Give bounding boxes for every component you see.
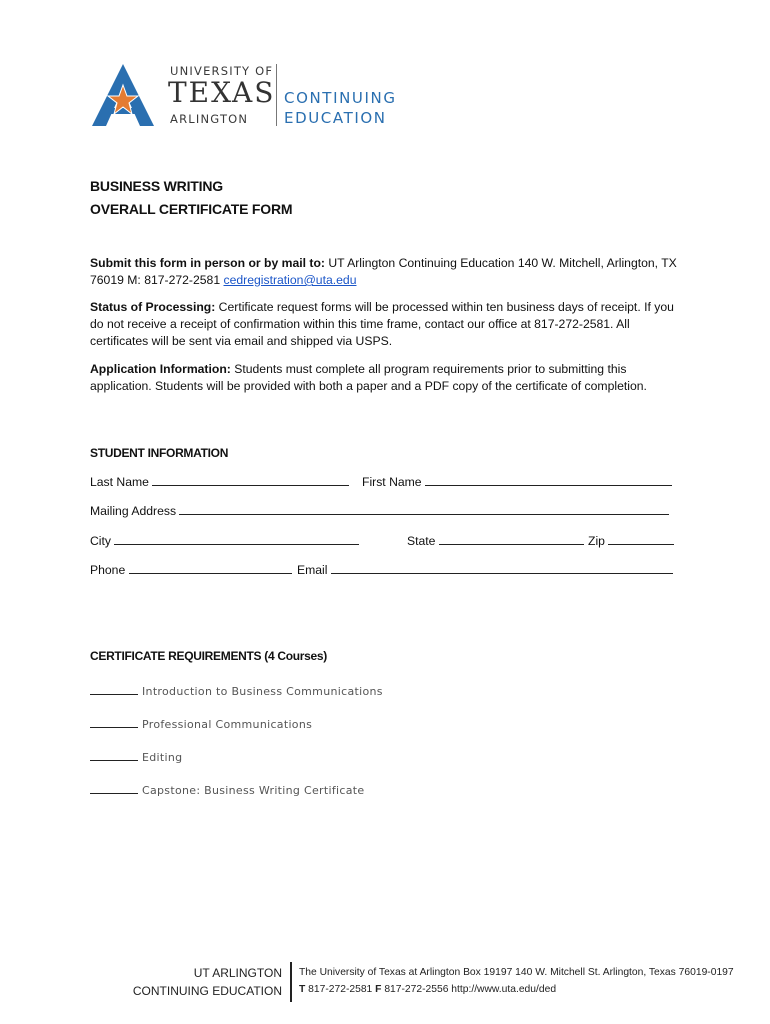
email-blank[interactable] — [331, 562, 673, 574]
city-label: City — [90, 534, 111, 548]
footer-phone: 817-272-2581 — [305, 984, 376, 995]
first-name-field[interactable] — [362, 474, 672, 489]
last-name-label: Last Name — [90, 475, 149, 489]
state-blank[interactable] — [439, 533, 584, 545]
logo-university-of: UNIVERSITY OF — [170, 64, 274, 78]
mailing-address-blank[interactable] — [179, 503, 669, 515]
status-label: Status of Processing: — [90, 300, 216, 314]
requirements-heading: CERTIFICATE REQUIREMENTS (4 Courses) — [90, 649, 327, 663]
requirement-blank[interactable] — [90, 683, 138, 695]
logo-education: EDUCATION — [284, 109, 387, 127]
requirement-label: Capstone: Business Writing Certificate — [142, 784, 365, 797]
zip-label: Zip — [588, 534, 605, 548]
submit-text: UT Arlington Continuing Education 140 W. Mitchell, Arlington, TX 76019 M: 817-272-2581 — [90, 256, 677, 287]
footer-t-label: T — [299, 984, 306, 995]
logo-arlington: ARLINGTON — [170, 112, 249, 126]
requirement-label: Introduction to Business Communications — [142, 685, 383, 698]
logo-texas: TEXAS — [168, 76, 276, 109]
requirement-item[interactable] — [90, 749, 182, 764]
mailing-address-field[interactable] — [90, 503, 669, 518]
requirement-blank[interactable] — [90, 716, 138, 728]
requirement-blank[interactable] — [90, 749, 138, 761]
footer-ut-arlington: UT ARLINGTON — [193, 966, 282, 980]
phone-label: Phone — [90, 563, 126, 577]
requirement-item[interactable] — [90, 683, 383, 698]
mailing-address-label: Mailing Address — [90, 504, 177, 518]
status-text: Certificate request forms will be processed within ten business days of receipt. If you do not receive a receipt of confirmation within this time frame, contact our office at 817-272-2581. All certificates will be sent via email and shipped via USPS. — [90, 300, 674, 348]
city-field[interactable] — [90, 533, 359, 548]
uta-a-star-icon — [90, 62, 156, 128]
first-name-blank[interactable] — [425, 474, 672, 486]
footer-address: The University of Texas at Arlington Box 19197 140 W. Mitchell St. Arlington, Texas 76019-0197 — [299, 967, 734, 978]
email-label: Email — [297, 563, 328, 577]
application-paragraph — [90, 361, 690, 395]
phone-blank[interactable] — [129, 562, 292, 574]
footer-contact — [299, 984, 556, 995]
email-link[interactable]: cedregistration@uta.edu — [223, 273, 357, 287]
footer-continuing-education: CONTINUING EDUCATION — [132, 984, 282, 998]
zip-field[interactable] — [588, 533, 674, 548]
application-text: Students must complete all program requirements prior to submitting this application. Students will be provided with both a paper and a PDF copy of the certificate of completion. — [90, 362, 647, 393]
uta-ce-logo — [90, 62, 410, 130]
application-label: Application Information: — [90, 362, 231, 376]
requirement-label: Editing — [142, 751, 183, 764]
last-name-blank[interactable] — [152, 474, 349, 486]
requirement-label: Professional Communications — [142, 718, 313, 731]
form-title-line1: BUSINESS WRITING — [90, 178, 223, 194]
submit-label: Submit this form in person or by mail to: — [90, 256, 325, 270]
state-label: State — [407, 534, 436, 548]
requirement-item[interactable] — [90, 716, 312, 731]
zip-blank[interactable] — [608, 533, 674, 545]
email-field[interactable] — [297, 562, 673, 577]
requirement-blank[interactable] — [90, 782, 138, 794]
form-title-line2: OVERALL CERTIFICATE FORM — [90, 201, 293, 217]
first-name-label: First Name — [362, 475, 422, 489]
student-info-heading: STUDENT INFORMATION — [90, 446, 229, 460]
requirement-item[interactable] — [90, 782, 364, 797]
logo-continuing: CONTINUING — [284, 89, 397, 107]
last-name-field[interactable] — [90, 474, 349, 489]
phone-field[interactable] — [90, 562, 292, 577]
logo-divider — [276, 64, 277, 126]
footer-divider — [290, 962, 292, 1002]
submit-paragraph — [90, 255, 690, 289]
status-paragraph — [90, 299, 690, 350]
footer-fax-url: 817-272-2556 http://www.uta.edu/ded — [381, 984, 557, 995]
city-blank[interactable] — [114, 533, 359, 545]
state-field[interactable] — [407, 533, 584, 548]
footer-f-label: F — [375, 984, 382, 995]
